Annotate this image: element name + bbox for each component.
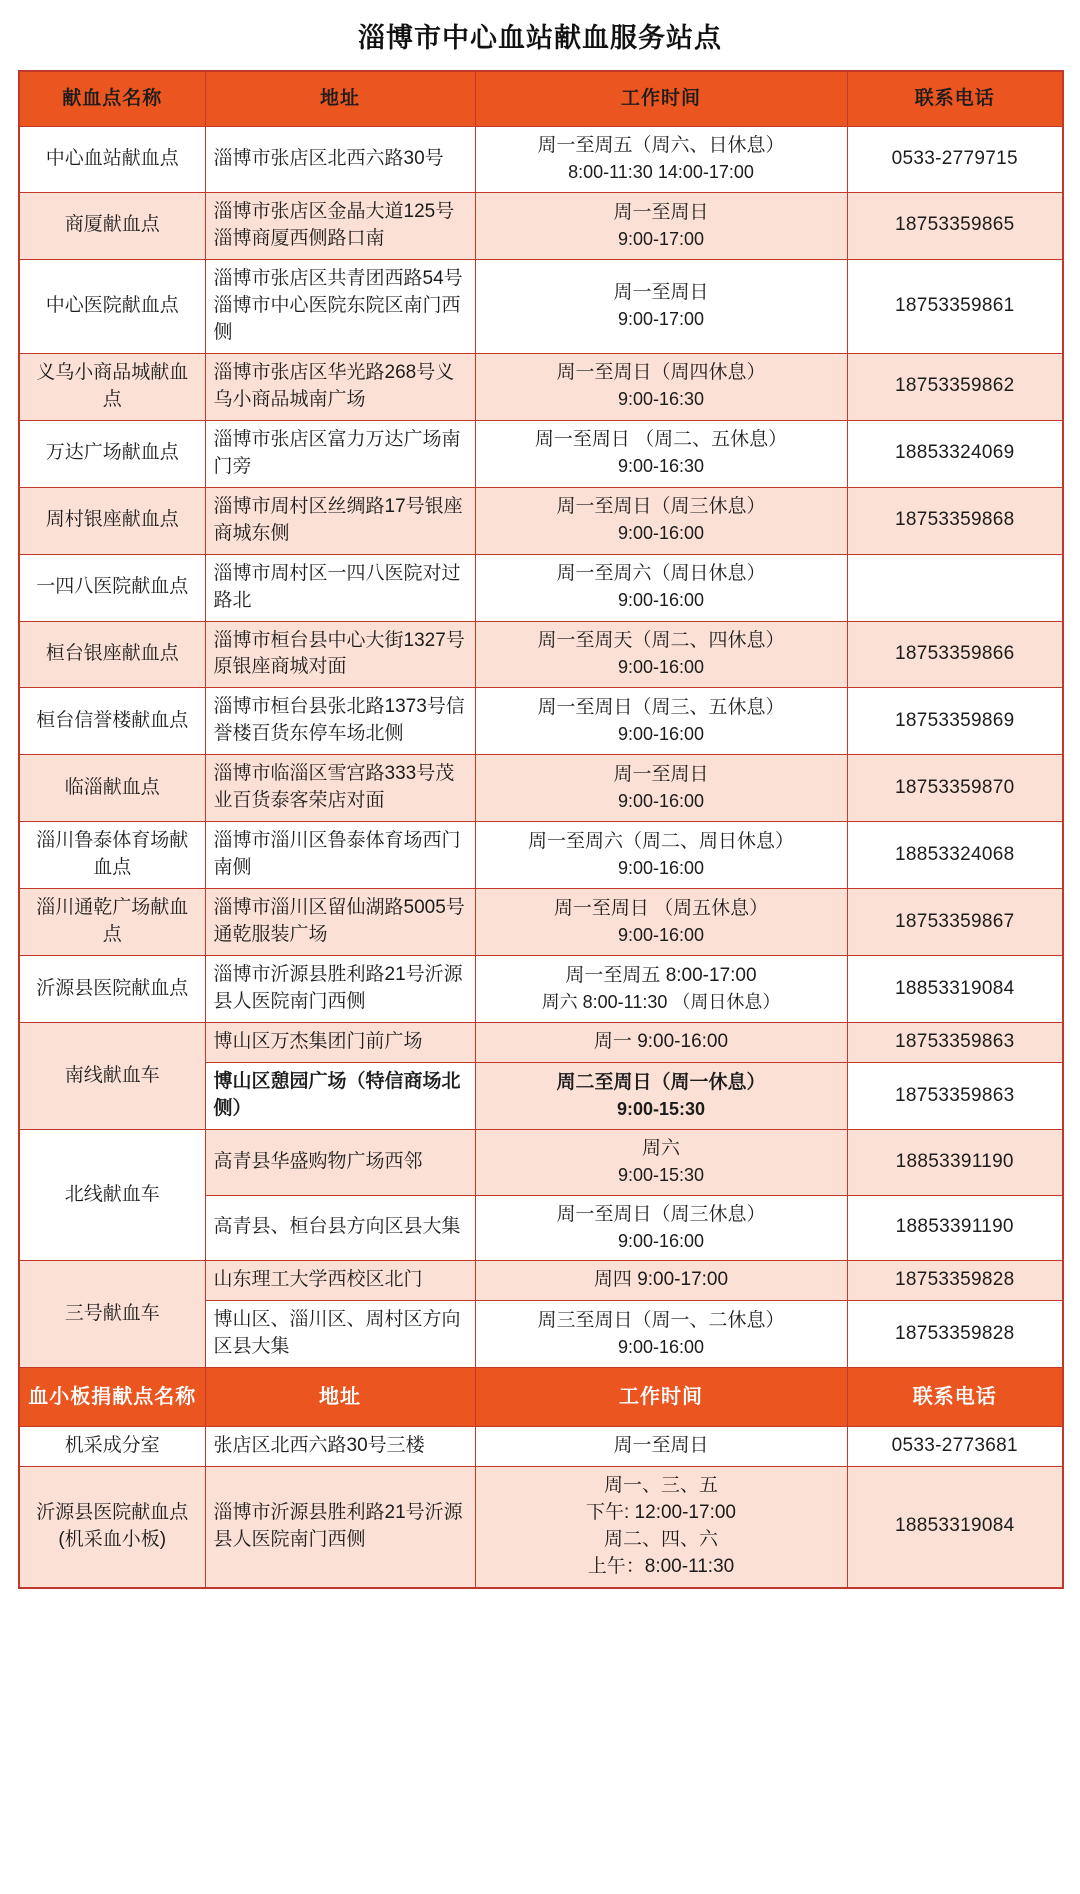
header-row bbox=[19, 71, 1063, 127]
column-header-phone: 联系电话 bbox=[847, 71, 1063, 127]
table-row bbox=[19, 353, 1063, 420]
platelet-name-cell: 沂源县医院献血点(机采血小板) bbox=[19, 1466, 205, 1587]
hours-line: 周一至周日 （周二、五休息） bbox=[534, 429, 788, 451]
station-hours-cell bbox=[475, 688, 847, 755]
platelet-section-header-row bbox=[19, 1367, 1063, 1426]
hours-line: 周二、四、六 bbox=[603, 1528, 718, 1550]
table-row bbox=[19, 889, 1063, 956]
station-name-cell: 万达广场献血点 bbox=[19, 420, 205, 487]
station-phone-cell: 18753359870 bbox=[847, 755, 1063, 822]
vehicle-phone-cell: 18753359828 bbox=[847, 1261, 1063, 1301]
station-name-cell: 中心血站献血点 bbox=[19, 127, 205, 193]
station-phone-cell: 0533-2779715 bbox=[847, 127, 1063, 193]
station-phone-cell: 18753359861 bbox=[847, 259, 1063, 353]
station-address-cell: 淄博市周村区一四八医院对过路北 bbox=[205, 554, 475, 621]
station-phone-cell bbox=[847, 554, 1063, 621]
hours-line: 周一至周五 8:00-17:00 bbox=[565, 964, 757, 986]
hours-line: 周一至周日 bbox=[613, 1434, 709, 1456]
table-row bbox=[19, 1426, 1063, 1466]
station-hours-cell bbox=[475, 755, 847, 822]
platelet-address-cell: 张店区北西六路30号三楼 bbox=[205, 1426, 475, 1466]
table-header bbox=[19, 71, 1063, 127]
vehicle-phone-cell: 18753359863 bbox=[847, 1063, 1063, 1130]
hours-line: 9:00-15:30 bbox=[616, 1098, 706, 1119]
station-hours-cell bbox=[475, 487, 847, 554]
station-hours-cell bbox=[475, 554, 847, 621]
station-name-cell: 淄川通乾广场献血点 bbox=[19, 889, 205, 956]
station-address-cell: 淄博市桓台县张北路1373号信誉楼百货东停车场北侧 bbox=[205, 688, 475, 755]
hours-line: 周一至周日（周三休息） bbox=[556, 496, 766, 518]
station-hours-cell bbox=[475, 621, 847, 688]
station-hours-cell bbox=[475, 956, 847, 1023]
vehicle-phone-cell: 18853391190 bbox=[847, 1195, 1063, 1261]
station-phone-cell: 18753359862 bbox=[847, 353, 1063, 420]
station-address-cell: 淄博市淄川区留仙湖路5005号通乾服装广场 bbox=[205, 889, 475, 956]
table-body bbox=[19, 127, 1063, 1588]
station-hours-cell bbox=[475, 192, 847, 259]
vehicle-hours-cell bbox=[475, 1130, 847, 1196]
station-phone-cell: 18853324068 bbox=[847, 822, 1063, 889]
hours-line: 下午: 12:00-17:00 bbox=[586, 1501, 736, 1523]
table-row bbox=[19, 755, 1063, 822]
hours-line: 周一至周日 bbox=[613, 201, 709, 223]
hours-line: 周一至周日 （周五休息） bbox=[553, 897, 769, 919]
page-title: 淄博市中心血站献血服务站点 bbox=[358, 23, 722, 53]
vehicle-hours-cell bbox=[475, 1023, 847, 1063]
station-address-cell: 淄博市张店区北西六路30号 bbox=[205, 127, 475, 193]
station-name-cell: 义乌小商品城献血点 bbox=[19, 353, 205, 420]
table-row bbox=[19, 688, 1063, 755]
vehicle-hours-cell bbox=[475, 1063, 847, 1130]
hours-line: 9:00-16:00 bbox=[617, 1336, 705, 1357]
table-row bbox=[19, 1261, 1063, 1301]
vehicle-hours-cell bbox=[475, 1195, 847, 1261]
hours-line: 8:00-11:30 14:00-17:00 bbox=[568, 162, 754, 183]
vehicle-name-cell: 南线献血车 bbox=[19, 1023, 205, 1130]
vehicle-phone-cell: 18753359863 bbox=[847, 1023, 1063, 1063]
station-address-cell: 淄博市张店区金晶大道125号淄博商厦西侧路口南 bbox=[205, 192, 475, 259]
hours-line: 9:00-16:00 bbox=[617, 791, 705, 812]
hours-line: 周一至周日 bbox=[613, 764, 709, 786]
station-name-cell: 淄川鲁泰体育场献血点 bbox=[19, 822, 205, 889]
vehicle-name-cell: 三号献血车 bbox=[19, 1261, 205, 1368]
hours-line: 周一至周日（周四休息） bbox=[556, 362, 766, 384]
platelet-phone-cell: 0533-2773681 bbox=[847, 1426, 1063, 1466]
hours-line: 9:00-16:00 bbox=[617, 657, 705, 678]
hours-line: 周一 9:00-16:00 bbox=[593, 1031, 729, 1053]
station-address-cell: 淄博市张店区富力万达广场南门旁 bbox=[205, 420, 475, 487]
platelet-column-header-name: 血小板捐献点名称 bbox=[19, 1367, 205, 1426]
station-name-cell: 周村银座献血点 bbox=[19, 487, 205, 554]
hours-line: 周一至周日 bbox=[613, 282, 709, 304]
hours-line: 9:00-16:00 bbox=[617, 1230, 705, 1251]
station-name-cell: 临淄献血点 bbox=[19, 755, 205, 822]
table-row bbox=[19, 127, 1063, 193]
platelet-phone-cell: 18853319084 bbox=[847, 1466, 1063, 1587]
hours-line: 上午：8:00-11:30 bbox=[587, 1555, 735, 1577]
table-row bbox=[19, 487, 1063, 554]
hours-line: 9:00-16:00 bbox=[617, 523, 705, 544]
vehicle-phone-cell: 18753359828 bbox=[847, 1301, 1063, 1368]
hours-line: 9:00-16:00 bbox=[617, 590, 705, 611]
hours-line: 9:00-15:30 bbox=[617, 1165, 705, 1185]
station-address-cell: 淄博市周村区丝绸路17号银座商城东侧 bbox=[205, 487, 475, 554]
station-name-cell: 沂源县医院献血点 bbox=[19, 956, 205, 1023]
hours-line: 9:00-17:00 bbox=[617, 228, 705, 249]
hours-line: 周一至周六（周日休息） bbox=[556, 563, 766, 585]
hours-line: 周一、三、五 bbox=[603, 1474, 718, 1496]
station-hours-cell bbox=[475, 420, 847, 487]
table-row bbox=[19, 1466, 1063, 1587]
station-name-cell: 桓台信誉楼献血点 bbox=[19, 688, 205, 755]
hours-line: 周二至周日（周一休息） bbox=[556, 1071, 766, 1093]
platelet-column-header-hours: 工作时间 bbox=[475, 1367, 847, 1426]
table-row bbox=[19, 956, 1063, 1023]
station-address-cell: 淄博市张店区共青团西路54号淄博市中心医院东院区南门西侧 bbox=[205, 259, 475, 353]
hours-line: 周三至周日（周一、二休息） bbox=[537, 1309, 785, 1331]
station-hours-cell bbox=[475, 822, 847, 889]
platelet-column-header-address: 地址 bbox=[205, 1367, 475, 1426]
station-hours-cell bbox=[475, 127, 847, 193]
station-address-cell: 淄博市临淄区雪宫路333号茂业百货泰客荣店对面 bbox=[205, 755, 475, 822]
station-phone-cell: 18753359869 bbox=[847, 688, 1063, 755]
vehicle-address-cell: 博山区万杰集团门前广场 bbox=[205, 1023, 475, 1063]
table-row bbox=[19, 420, 1063, 487]
table-row bbox=[19, 259, 1063, 353]
table-row bbox=[19, 554, 1063, 621]
platelet-hours-cell bbox=[475, 1466, 847, 1587]
station-phone-cell: 18753359867 bbox=[847, 889, 1063, 956]
hours-line: 周四 9:00-17:00 bbox=[593, 1269, 729, 1291]
hours-line: 9:00-16:30 bbox=[617, 389, 705, 410]
vehicle-hours-cell bbox=[475, 1301, 847, 1368]
hours-line: 周六 bbox=[641, 1138, 680, 1160]
vehicle-phone-cell: 18853391190 bbox=[847, 1130, 1063, 1196]
platelet-name-cell: 机采成分室 bbox=[19, 1426, 205, 1466]
station-phone-cell: 18853324069 bbox=[847, 420, 1063, 487]
station-name-cell: 商厦献血点 bbox=[19, 192, 205, 259]
vehicle-hours-cell bbox=[475, 1261, 847, 1301]
hours-line: 周一至周日（周三休息） bbox=[556, 1203, 766, 1225]
hours-line: 周一至周六（周二、周日休息） bbox=[527, 831, 794, 853]
station-name-cell: 一四八医院献血点 bbox=[19, 554, 205, 621]
vehicle-address-cell: 博山区憩园广场（特信商场北侧） bbox=[205, 1063, 475, 1130]
table-row bbox=[19, 1130, 1063, 1196]
station-name-cell: 中心医院献血点 bbox=[19, 259, 205, 353]
station-name-cell: 桓台银座献血点 bbox=[19, 621, 205, 688]
vehicle-address-cell: 博山区、淄川区、周村区方向区县大集 bbox=[205, 1301, 475, 1368]
hours-line: 周一至周天（周二、四休息） bbox=[537, 630, 785, 652]
vehicle-name-cell: 北线献血车 bbox=[19, 1130, 205, 1261]
station-hours-cell bbox=[475, 889, 847, 956]
station-phone-cell: 18753359868 bbox=[847, 487, 1063, 554]
hours-line: 周一至周日（周三、五休息） bbox=[537, 697, 785, 719]
station-hours-cell bbox=[475, 353, 847, 420]
station-address-cell: 淄博市沂源县胜利路21号沂源县人医院南门西侧 bbox=[205, 956, 475, 1023]
table-row bbox=[19, 1023, 1063, 1063]
vehicle-address-cell: 高青县、桓台县方向区县大集 bbox=[205, 1195, 475, 1261]
station-phone-cell: 18853319084 bbox=[847, 956, 1063, 1023]
column-header-address: 地址 bbox=[205, 71, 475, 127]
platelet-hours-cell bbox=[475, 1426, 847, 1466]
hours-line: 周六 8:00-11:30 （周日休息） bbox=[541, 991, 781, 1012]
table-row bbox=[19, 192, 1063, 259]
hours-line: 9:00-16:30 bbox=[617, 456, 705, 477]
station-hours-cell bbox=[475, 259, 847, 353]
station-phone-cell: 18753359865 bbox=[847, 192, 1063, 259]
hours-line: 9:00-16:00 bbox=[617, 924, 705, 945]
station-address-cell: 淄博市桓台县中心大街1327号原银座商城对面 bbox=[205, 621, 475, 688]
column-header-name: 献血点名称 bbox=[19, 71, 205, 127]
table-row bbox=[19, 621, 1063, 688]
column-header-hours: 工作时间 bbox=[475, 71, 847, 127]
station-address-cell: 淄博市淄川区鲁泰体育场西门南侧 bbox=[205, 822, 475, 889]
platelet-address-cell: 淄博市沂源县胜利路21号沂源县人医院南门西侧 bbox=[205, 1466, 475, 1587]
table-row bbox=[19, 822, 1063, 889]
station-phone-cell: 18753359866 bbox=[847, 621, 1063, 688]
vehicle-address-cell: 山东理工大学西校区北门 bbox=[205, 1261, 475, 1301]
vehicle-address-cell: 高青县华盛购物广场西邻 bbox=[205, 1130, 475, 1196]
hours-line: 9:00-16:00 bbox=[617, 724, 705, 745]
hours-line: 周一至周五（周六、日休息） bbox=[537, 135, 785, 157]
platelet-column-header-phone: 联系电话 bbox=[847, 1367, 1063, 1426]
blood-donation-table bbox=[18, 70, 1064, 1588]
station-address-cell: 淄博市张店区华光路268号义乌小商品城南广场 bbox=[205, 353, 475, 420]
hours-line: 9:00-16:00 bbox=[617, 857, 705, 878]
hours-line: 9:00-17:00 bbox=[617, 309, 705, 329]
